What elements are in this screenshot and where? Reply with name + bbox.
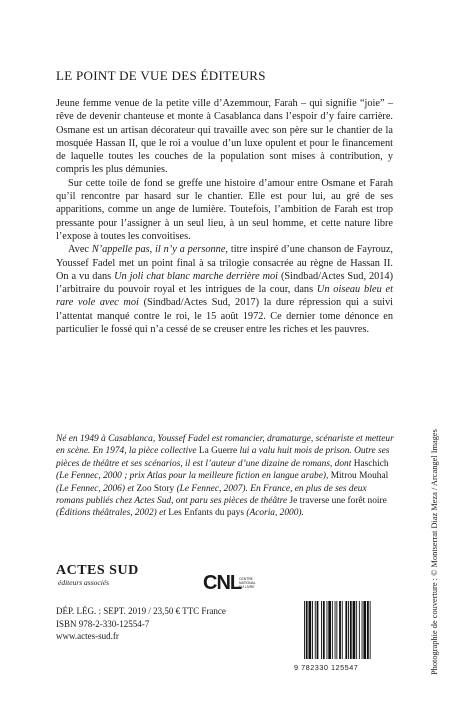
cnl-logo: [203, 572, 263, 598]
bio-title: Zoo Story: [136, 483, 175, 494]
barcode-bar: [317, 601, 319, 659]
barcode-bar: [362, 601, 363, 659]
barcode-bar: [323, 601, 325, 659]
blurb-paragraph-1: Jeune femme venue de la petite ville d’Azemmour, Farah – qui signifie “joie” – rêve de devenir chanteuse et monte à Casablanca dans l’espoir d’y faire carrière. Osmane est un artisan décorateur qui travaille avec son père sur le chantier de la mosquée Hassan II, que le roi a voulue d’un luxe opulent et pour le financement de laquelle toutes les couches de la population sont mises à contribution, y compris les plus démunies.: [56, 98, 393, 176]
blurb: [56, 97, 393, 336]
barcode-bar: [339, 601, 341, 659]
barcode-bar: [315, 601, 316, 659]
cnl-letters: CNL: [203, 572, 242, 594]
barcode-bar: [359, 601, 360, 659]
legal-deposit: DÉP. LÉG. : SEPT. 2019 / 23,50 € TTC France: [56, 606, 226, 616]
publisher-subtitle: éditeurs associés: [58, 578, 110, 587]
barcode-number: 9 782330 125547: [294, 663, 359, 672]
isbn: ISBN 978-2-330-12554-7: [56, 618, 150, 629]
barcode-bar: [370, 601, 371, 659]
title-nappelle: N’appelle pas, il n’y a personne: [91, 244, 226, 256]
barcode-bar: [335, 601, 336, 659]
photo-credit: Photographie de couverture : © Montserrat Diaz Meza / Arcangel Images: [430, 429, 439, 675]
barcode-bar: [353, 601, 356, 659]
barcode-bar: [306, 601, 308, 659]
barcode-bar: [342, 601, 343, 659]
blurb-paragraph-3: Avec N’appelle pas, il n’y a personne, titre inspiré d’une chanson de Fayrouz, Youssef Fadel met un point final à sa trilogie consacrée au règne de Hassan II. On a vu dans Un joli chat blanc marche derrière moi (Sindbad/Actes Sud, 2014) l’arbitraire du pouvoir royal et les intrigues de la cour, dans Un oiseau bleu et rare vole avec moi (Sindbad/Actes Sud, 2017) la dure répression qui a suivi l’attentat manqué contre le roi, le 15 août 1972. Ce dernier tome dénonce en particulier le fossé qui n’a cessé de se creuser entre les riches et les pauvres.: [56, 244, 394, 336]
barcode-bar: [336, 601, 337, 659]
barcode-bar: [367, 601, 369, 659]
legal-info: [56, 605, 226, 643]
barcode-bar: [321, 601, 322, 659]
publisher-name: ACTES SUD: [56, 563, 139, 578]
barcode-bar: [327, 601, 328, 659]
bio-title: Haschich: [353, 458, 389, 469]
barcode-bar: [332, 601, 333, 659]
barcode-bar: [328, 601, 331, 659]
website: www.actes-sud.fr: [56, 631, 119, 642]
barcode: [302, 601, 396, 659]
barcode-bar: [363, 601, 366, 659]
section-heading: LE POINT DE VUE DES ÉDITEURS: [56, 68, 266, 83]
title-oiseau-bleu: Un oiseau bleu et rare vole avec moi: [56, 284, 393, 309]
bio-title: La Guerre: [198, 446, 238, 457]
bio-title: Les Enfants du pays: [168, 508, 244, 519]
barcode-bar: [348, 601, 349, 659]
barcode-bar: [345, 601, 347, 659]
blurb-paragraph-2: Sur cette toile de fond se greffe une histoire d’amour entre Osmane et Farah qu’il rencontre par hasard sur le chantier. Elle est pour lui, au gré de ses apparitions, comme un ange de lumière. Toutefois, l’ambition de Farah est trop pressante pour l’assigner à un seul lieu, à un seul homme, et cette nature libre l’expose à toutes les convoitises.: [56, 177, 393, 242]
barcode-bar: [309, 601, 312, 659]
title-joli-chat: Un joli chat blanc marche derrière moi: [114, 270, 279, 282]
barcode-bar: [350, 601, 352, 659]
publisher-logo: [56, 563, 139, 587]
barcode-bar: [356, 601, 357, 659]
bio-title: Je traverse une forêt noire: [289, 496, 387, 507]
barcode-bar: [304, 601, 305, 659]
cnl-caption: CENTRE NATIONAL DU LIVRE: [239, 577, 256, 589]
author-bio: Né en 1949 à Casablanca, Youssef Fadel est romancier, dramaturge, scénariste et metteur en scène. En 1974, la pièce collective La Guerre lui a valu huit mois de prison. Outre ses pièces de théâtre et ses scénarios, il est l’auteur d’une dizaine de romans, dont Haschich (Le Fennec, 2000 ; prix Atlas pour la meilleure fiction en langue arabe), Mitrou Mouhal (Le Fennec, 2006) et Zoo Story (Le Fennec, 2007). En France, en plus de ses deux romans publiés chez Actes Sud, ont paru ses pièces de théâtre Je traverse une forêt noire (Éditions théâtrales, 2002) et Les Enfants du pays (Acoria, 2000).: [56, 434, 394, 519]
bio-title: Mitrou Mouhal: [330, 471, 389, 482]
barcode-bar: [312, 601, 313, 659]
